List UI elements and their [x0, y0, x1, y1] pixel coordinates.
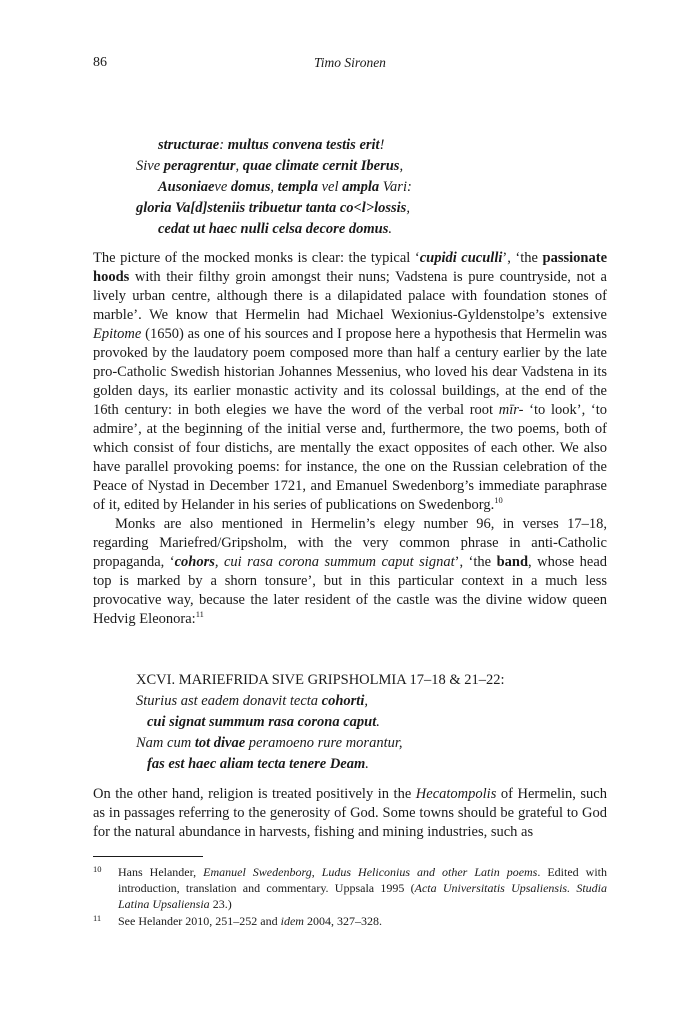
- footnote-separator: [93, 856, 203, 857]
- footnote-ref[interactable]: 11: [195, 609, 204, 620]
- verse-line: Ausoniaeve domus, templa vel ampla Vari:: [158, 179, 412, 195]
- verse-line: structurae: multus convena testis erit!: [158, 137, 385, 153]
- verse-title: XCVI. MARIEFRIDA SIVE GRIPSHOLMIA 17–18 & 21–22:: [136, 672, 505, 688]
- verse-line: Sive peragrentur, quae climate cernit Iberus,: [136, 158, 404, 174]
- footnote-text: Hans Helander, Emanuel Swedenborg, Ludus Heliconius and other Latin poems. Edited with introduction, translation and commentary. Uppsala 1995 (Acta Universitatis Upsaliensis. Studia Latina Upsaliensia 23.): [118, 865, 608, 911]
- paragraph: On the other hand, religion is treated positively in the Hecatompolis of Hermelin, such as in passages referring to the generosity of God. Some towns should be grateful to God for the natural abundance in harvests, fishing and mining industries, such as: [93, 786, 607, 840]
- body-text-block: [93, 249, 607, 629]
- verse-line: gloria Va[d]steniis tribuetur tanta co<l>lossis,: [136, 200, 410, 216]
- running-head-author: Timo Sironen: [314, 55, 386, 70]
- paragraph: Monks are also mentioned in Hermelin’s elegy number 96, in verses 17–18, regarding Mariefred/Gripsholm, with the very common phrase in anti-Catholic propaganda, ‘cohors, cui rasa corona summum caput signat’, ‘the band, whose head top is marked by a shorn tonsure’, but in this particular context in a much less provocative way, because the later resident of the castle was the divine widow queen Hedvig Eleonora:$^{11}$: [93, 516, 608, 627]
- body-text-block: [93, 785, 607, 842]
- verse-line: cedat ut haec nulli celsa decore domus.: [158, 221, 392, 237]
- footnote-number: 11: [93, 913, 102, 923]
- running-header: [93, 55, 607, 75]
- footnote: [93, 913, 607, 929]
- footnote-text: See Helander 2010, 251–252 and idem 2004, 327–328.: [118, 914, 382, 928]
- footnote-ref[interactable]: 10: [494, 495, 503, 506]
- verse-quote-mariefrida: [0, 670, 700, 775]
- verse-line: fas est haec aliam tecta tenere Deam.: [147, 756, 369, 772]
- verse-line: Nam cum tot divae peramoeno rure morantur,: [136, 735, 403, 751]
- verse-quote-vadstena: [0, 135, 700, 240]
- footnote: [93, 864, 607, 912]
- verse-line: Sturius ast eadem donavit tecta cohorti,: [136, 693, 368, 709]
- page-number: 86: [93, 55, 107, 70]
- footnote-number: 10: [93, 864, 102, 874]
- paragraph: The picture of the mocked monks is clear: the typical ‘cupidi cuculli’, ‘the passionate hoods with their filthy groin amongst their nuns; Vadstena is pure countryside, not a lively urban centre, although there is a dilapidated palace with foundation stones of marble’. We know that Hermelin had Michael Wexionius-Gyldenstolpe’s extensive Epitome (1650) as one of his sources and I propose here a hypothesis that Hermelin was provoked by the laudatory poem composed more than half a century earlier by the late pro-Catholic Swedish historian Johannes Messenius, who loved his dear Vadstena in its golden days, its earlier monastic activity and its colossal buildings, at the end of the 16th century: in both elegies we have the word of the verbal root mīr- ‘to look’, ‘to admire’, at the beginning of the initial verse and, furthermore, the two poems, both of which consist of four distichs, are mentally the exact opposites of each other. We also have parallel provoking poems: for instance, the one on the Russian celebration of the Peace of Nystad in December 1721, and Emanuel Swedenborg’s immediate paraphrase of it, edited by Helander in his series of publications on Swedenborg.$^{10}$: [93, 250, 608, 513]
- verse-line: cui signat summum rasa corona caput.: [147, 714, 380, 730]
